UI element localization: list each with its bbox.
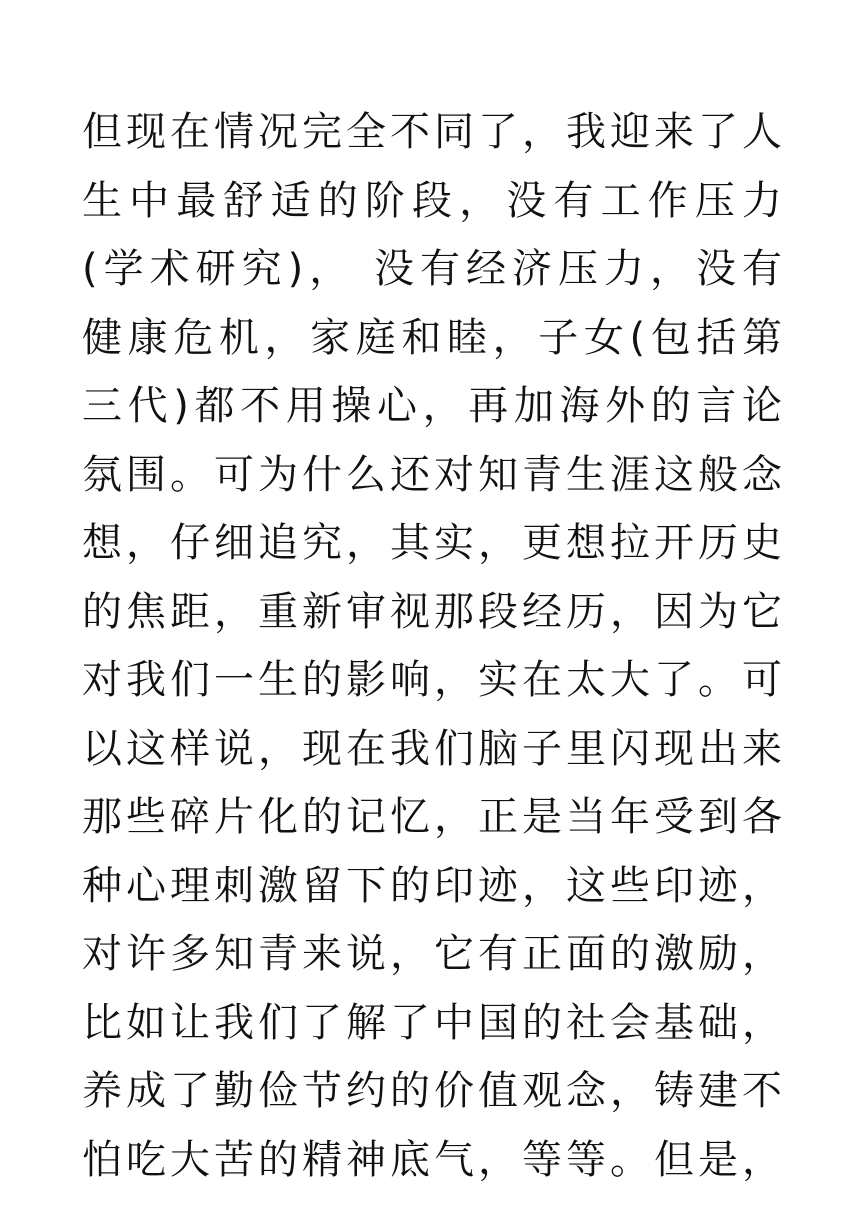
text-line: 对我们一生的影响，实在太大了。可 <box>82 657 782 703</box>
text-line: 种心理刺激留下的印迹，这些印迹， <box>82 862 782 909</box>
text-line: 生中最舒适的阶段，没有工作压力 <box>82 177 782 224</box>
text-line: 氛围。可为什么还对知青生涯这般念 <box>82 451 782 498</box>
text-line: 对许多知青来说，它有正面的激励， <box>82 931 782 977</box>
body-text <box>82 98 782 1194</box>
text-line: 想，仔细追究，其实，更想拉开历史 <box>82 520 782 566</box>
text-line: 三代)都不用操心，再加海外的言论 <box>82 383 782 429</box>
text-line: 健康危机，家庭和睦，子女(包括第 <box>82 314 782 361</box>
text-line: 比如让我们了解了中国的社会基础， <box>82 999 782 1046</box>
text-line: 怕吃大苦的精神底气，等等。但是， <box>82 1136 782 1183</box>
text-line: 但现在情况完全不同了，我迎来了人 <box>82 109 782 155</box>
text-line: 那些碎片化的记忆，正是当年受到各 <box>82 794 782 840</box>
text-line: 的焦距，重新审视那段经历，因为它 <box>82 588 782 635</box>
text-line: (学术研究)， 没有经济压力，没有 <box>82 246 782 292</box>
text-line: 以这样说，现在我们脑子里闪现出来 <box>82 725 782 772</box>
text-line: 养成了勤俭节约的价值观念，铸建不 <box>82 1068 782 1114</box>
